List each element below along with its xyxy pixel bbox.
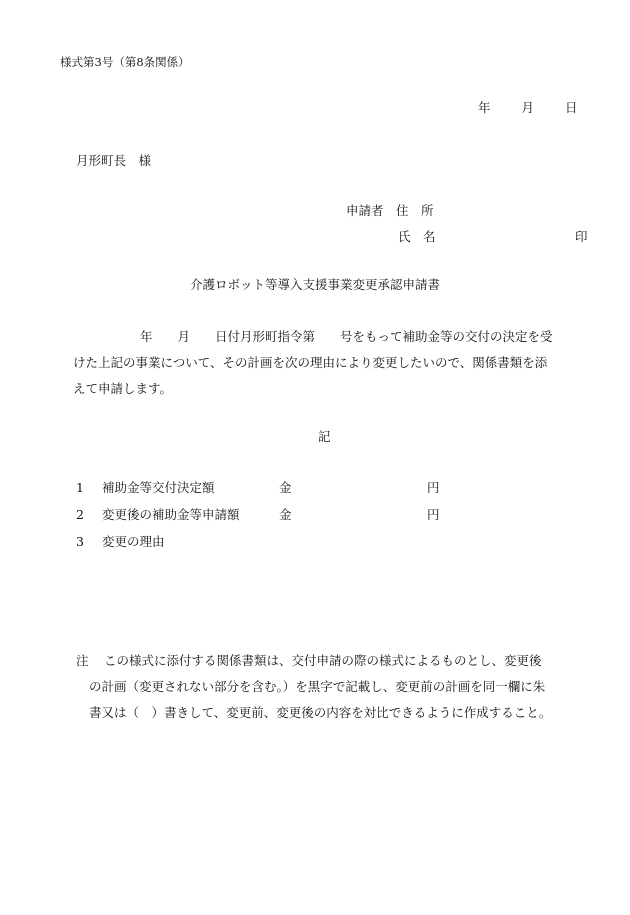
item-row xyxy=(76,482,84,495)
date-month: 月 xyxy=(521,100,535,115)
item-amount-prefix: 金 xyxy=(279,507,292,522)
note-line-2: の計画（変更されない部分を含む。）を黒字で記載し、変更前の計画を同一欄に朱 xyxy=(89,679,546,694)
item-amount-unit: 円 xyxy=(427,480,440,495)
date-line xyxy=(478,102,578,115)
item-number: 1 xyxy=(76,480,84,495)
item-number: 2 xyxy=(76,507,84,522)
body-line-2: けた上記の事業について、その計画を次の理由により変更したいので、関係書類を添 xyxy=(73,355,548,370)
applicant-name-label: 氏 名 xyxy=(398,229,436,244)
body-line-3: えて申請します。 xyxy=(73,381,173,396)
record-heading: 記 xyxy=(318,429,331,444)
item-number: 3 xyxy=(76,534,84,549)
note-label: 注 xyxy=(76,653,89,668)
item-row xyxy=(76,536,84,549)
document-title: 介護ロボット等導入支援事業変更承認申請書 xyxy=(190,277,441,292)
form-number: 様式第3号（第8条関係） xyxy=(60,55,190,69)
date-year: 年 xyxy=(478,100,491,115)
item-label: 変更後の補助金等申請額 xyxy=(102,507,240,522)
item-row xyxy=(76,509,84,522)
seal-mark: 印 xyxy=(575,229,588,244)
note-line-3: 書又は（ ）書きして、変更前、変更後の内容を対比できるように作成すること。 xyxy=(89,705,552,720)
addressee: 月形町長 様 xyxy=(76,153,152,168)
item-amount-prefix: 金 xyxy=(279,480,292,495)
body-line-1: 年 月 日付月形町指令第 号をもって補助金等の交付の決定を受 xyxy=(140,329,553,344)
applicant-address-label: 申請者 住 所 xyxy=(346,203,434,218)
note-line-1: この様式に添付する関係書類は、交付申請の際の様式によるものとし、変更後 xyxy=(104,653,542,668)
date-day: 日 xyxy=(565,100,578,115)
item-amount-unit: 円 xyxy=(427,507,440,522)
item-label: 補助金等交付決定額 xyxy=(102,480,215,495)
item-label: 変更の理由 xyxy=(102,534,165,549)
